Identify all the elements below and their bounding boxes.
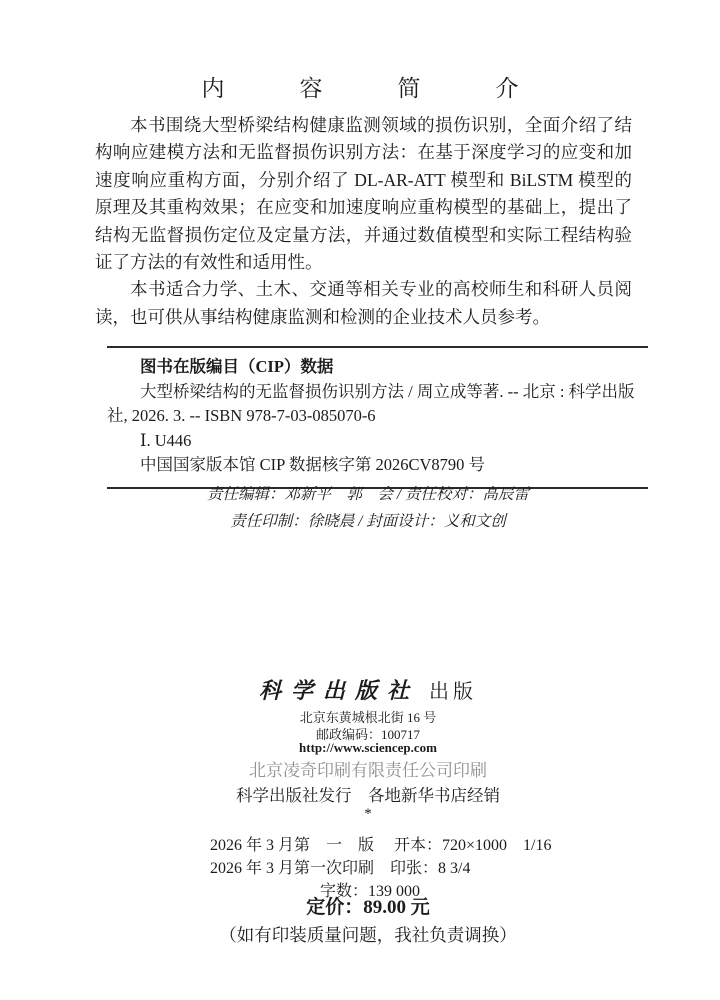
postal-code: 邮政编码：100717	[315, 727, 420, 742]
edition-line-1: 2026 年 3 月第 一 版 开本：720×1000 1/16	[210, 837, 552, 854]
publisher-address: 北京东黄城根北街 16 号	[299, 710, 437, 725]
printer-line: 北京凌奇印刷有限责任公司印刷	[249, 761, 487, 780]
staff-credits	[8, 481, 720, 535]
price: 定价：89.00 元	[306, 897, 430, 918]
cip-entry: 大型桥梁结构的无监督损伤识别方法 / 周立成等著. -- 北京 : 科学出版社, 2026. 3. -- ISBN 978-7-03-085070-6	[107, 381, 635, 425]
credits-editors-line: 责任编辑：邓新平 郭 会 / 责任校对：高辰雷	[206, 486, 530, 503]
publisher-line	[8, 674, 720, 705]
intro-paragraph-1: 本书围绕大型桥梁结构健康监测领域的损伤识别，全面介绍了结构响应建模方法和无监督损伤识别方法：在基于深度学习的应变和加速度响应重构方面，分别介绍了 DL-AR-ATT 模型和 BiLSTM 模型的原理及其重构效果；在应变和加速度响应重构模型的基础上，提出了结构无监督损伤定位及定量方法，并通过数值模型和实际工程结构验证了方法的有效性和适用性。	[95, 115, 632, 273]
publisher-logotype: 科学出版社	[258, 678, 419, 703]
publisher-website: http://www.sciencep.com	[299, 740, 437, 755]
page-title: 内 容 简 介	[201, 76, 545, 101]
cip-classification: Ⅰ. U446	[140, 430, 192, 450]
divider-asterisk: *	[364, 806, 372, 822]
cip-record-number: 中国国家版本馆 CIP 数据核字第 2026CV8790 号	[140, 455, 485, 474]
publisher-suffix: 出版	[429, 681, 477, 703]
credits-print-design-line: 责任印制：徐晓晨 / 封面设计：义和文创	[230, 513, 506, 530]
intro-paragraph-2: 本书适合力学、土木、交通等相关专业的高校师生和科研人员阅读，也可供从事结构健康监测和检测的企业技术人员参考。	[95, 279, 632, 327]
quality-note: （如有印装质量问题，我社负责调换）	[219, 925, 517, 945]
content-summary	[95, 112, 632, 331]
edition-line-2: 2026 年 3 月第一次印刷 印张：8 3/4	[210, 860, 471, 877]
cip-data-block	[107, 346, 648, 489]
distribution-line: 科学出版社发行 各地新华书店经销	[236, 786, 500, 805]
cip-heading: 图书在版编目（CIP）数据	[140, 357, 334, 376]
word-count: 字数：139 000	[320, 883, 421, 900]
